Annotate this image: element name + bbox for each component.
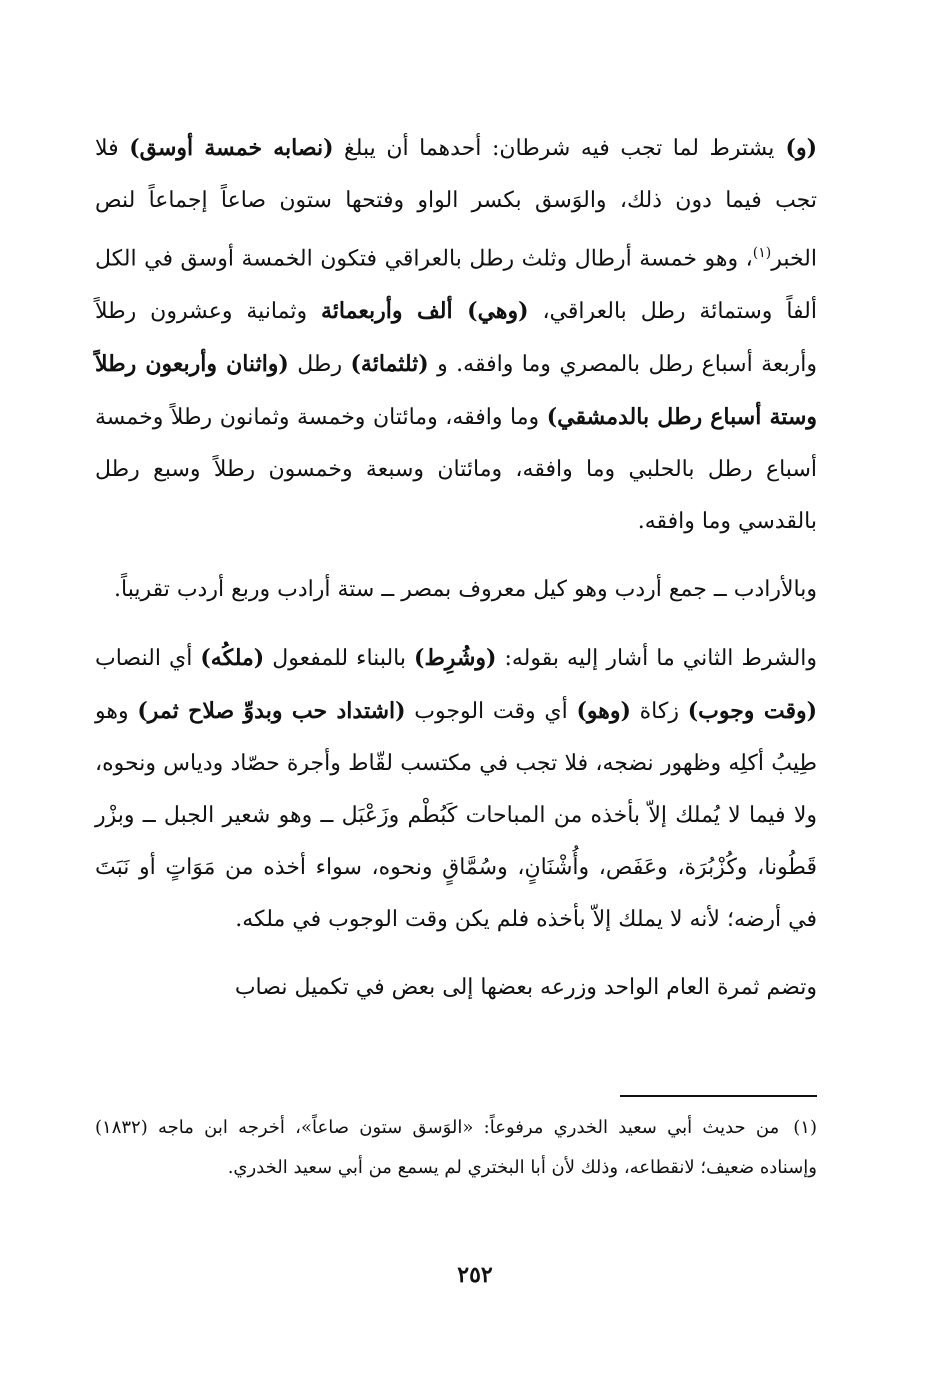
bold-run: (واثنان وأربعون رطلاً وستة أسباع رطل بالدمشقي) <box>95 351 818 431</box>
text-run: زكاة <box>630 699 688 725</box>
footnotes <box>95 1108 817 1188</box>
paragraph-4 <box>95 962 817 1014</box>
bold-run: (وهو) <box>576 698 631 725</box>
bold-run: (نصابه خمسة أوسق) <box>129 135 334 161</box>
bold-run: (اشتداد حب وبدوِّ صلاح ثمر) <box>137 698 406 725</box>
bold-run: (وقت وجوب) <box>687 698 817 725</box>
footnote-separator <box>620 1095 817 1097</box>
footnote-1 <box>95 1108 817 1188</box>
text-run: وهو طِيبُ أكلِه وظهور نضجه، فلا تجب في مكتسب لقّاط وأجرة حصّاد ودياس ونحوه، ولا فيما لا يُملك إلاّ بأخذه من المباحات كَبُطْم وزَعْبَل ــ وهو شعير الجبل ــ وبزْر قَطُونا، وكُزْبُرَة، وعَفَص، وأُشْنَانٍ، وسُمَّاقٍ ونحوه، سواء أخذه من مَوَاتٍ أو نَبَتَ في أرضه؛ لأنه لا يملك إلاّ بأخذه فلم يكن وقت الوجوب في ملكه. <box>95 699 817 933</box>
paragraph-3 <box>95 632 817 946</box>
text-run: وما وافقه، ومائتان وخمسة وثمانون رطلاً وخمسة أسباع رطل بالحلبي وما وافقه، ومائتان وسبعة وخمسون رطلاً وسبع رطل بالقدسي وما وافقه. <box>95 405 817 535</box>
paragraph-1 <box>95 122 817 548</box>
text-run: يشترط لما تجب فيه شرطان: أحدهما أن يبلغ <box>333 136 775 161</box>
text-run: رطل <box>288 352 351 378</box>
footnote-text: من حديث أبي سعيد الخدري مرفوعاً: «الوَسق ستون صاعاً»، أخرجه ابن ماجه (١٨٣٢) وإسناده ضعيف؛ لانقطاعه، وذلك لأن أبا البختري لم يسمع من أبي سعيد الخدري. <box>95 1117 817 1178</box>
text-run: أي وقت الوجوب <box>405 699 577 725</box>
text-run: ، وهو خمسة أرطال وثلث رطل بالعراقي فتكون الخمسة أوسق في الكل ألفاً وستمائة رطل بالعراقي، <box>95 246 817 325</box>
text-run: وتضم ثمرة العام الواحد وزرعه بعضها إلى بعض في تكميل نصاب <box>234 975 817 1001</box>
bold-run: (ثلثمائة) <box>350 351 429 378</box>
bold-run: (ملكُه) <box>200 645 265 672</box>
bold-run: (وهي) ألف وأربعمائة <box>321 298 529 325</box>
text-run: بالبناء للمفعول <box>264 646 415 672</box>
bold-run: (و) <box>774 135 817 161</box>
text-run: والشرط الثاني ما أشار إليه بقوله: <box>496 646 818 672</box>
text-run: فلا تجب فيما دون ذلك، والوَسق بكسر الواو وفتحها ستون صاعاً إجماعاً لنص الخبر <box>95 136 817 272</box>
main-text <box>95 122 817 1014</box>
text-run: وبالأرادب ــ جمع أردب وهو كيل معروف بمصر ــ ستة أرادب وربع أردب تقريباً. <box>114 577 817 603</box>
footnote-number: (١) <box>793 1117 817 1138</box>
text-run: وثمانية وعشرون رطلاً وأربعة أسباع رطل بالمصري وما وافقه. و <box>95 299 817 378</box>
footnote-ref: (١) <box>752 245 772 261</box>
bold-run: (وشُرِط) <box>414 645 497 672</box>
page-number: ٢٥٢ <box>457 1262 493 1288</box>
paragraph-2 <box>95 564 817 616</box>
text-run: أي النصاب <box>95 646 201 672</box>
